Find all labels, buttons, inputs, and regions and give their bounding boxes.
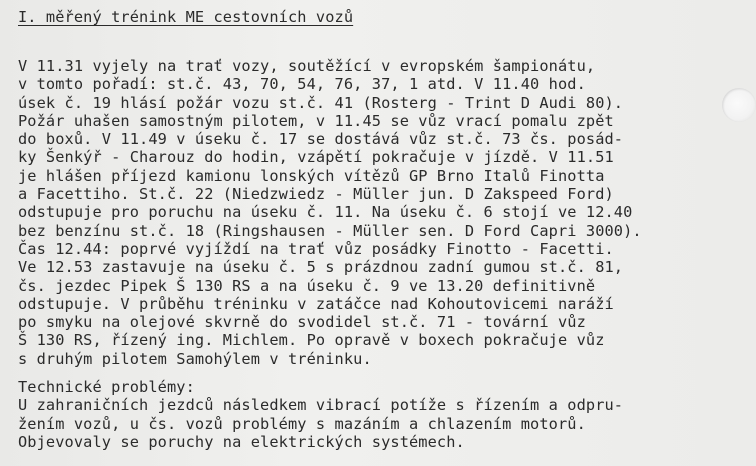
text-line: odstupuje pro poruchu na úseku č. 11. Na úseku č. 6 stojí ve 12.40 [18,203,633,222]
text-line: v tomto pořadí: st.č. 43, 70, 54, 76, 37, 1 atd. V 11.40 hod. [18,75,586,94]
text-line: odstupuje. V průběhu tréninku v zatáčce nad Kohoutovicemi naráží [18,294,614,313]
report-paragraph [18,57,642,368]
technical-problems-paragraph [18,378,623,451]
text-line: žením vozů, u čs. vozů problémy s mazáním a chlazením motorů. [18,414,586,433]
text-line: Čas 12.44: poprvé vyjíždí na trať vůz posádky Finotto - Facetti. [18,239,614,258]
document-heading: I. měřený trénink ME cestovních vozů [18,8,354,26]
text-line: je hlášen příjezd kamionu lonských vítězů GP Brno Italů Finotta [18,166,605,185]
text-line: Objevovaly se poruchy na elektrických systémech. [18,432,465,451]
text-line: s druhým pilotem Samohýlem v tréninku. [18,349,372,368]
text-line: po smyku na olejové skvrně do svodidel st.č. 71 - tovární vůz [18,313,586,332]
punch-hole [722,88,756,122]
text-line: čs. jezdec Pipek Š 130 RS a na úseku č. 9 ve 13.20 definitivně [18,276,596,295]
text-line: bez benzínu st.č. 18 (Ringshausen - Müller sen. D Ford Capri 3000). [18,221,642,240]
section-label: Technické problémy: [18,378,195,396]
text-line: ky Šenkýř - Charouz do hodin, vzápětí pokračuje v jízdě. V 11.51 [18,148,614,167]
text-line: V 11.31 vyjely na trať vozy, soutěžící v evropském šampionátu, [18,57,596,75]
text-line: do boxů. V 11.49 v úseku č. 17 se dostává vůz st.č. 73 čs. posád- [18,130,624,149]
text-line: úsek č. 19 hlásí požár vozu st.č. 41 (Rosterg - Trint D Audi 80). [18,93,624,112]
text-line: Š 130 RS, řízený ing. Michlem. Po opravě v boxech pokračuje vůz [18,331,605,350]
text-line: Ve 12.53 zastavuje na úseku č. 5 s prázdnou zadní gumou st.č. 81, [18,258,624,277]
text-line: U zahraničních jezdců následkem vibrací potíže s řízením a odpru- [18,396,624,415]
text-line: Požár uhašen samostným pilotem, v 11.45 se vůz vrací pomalu zpět [18,111,614,130]
text-line: a Facettiho. St.č. 22 (Niedzwiedz - Müller jun. D Zakspeed Ford) [18,185,614,204]
